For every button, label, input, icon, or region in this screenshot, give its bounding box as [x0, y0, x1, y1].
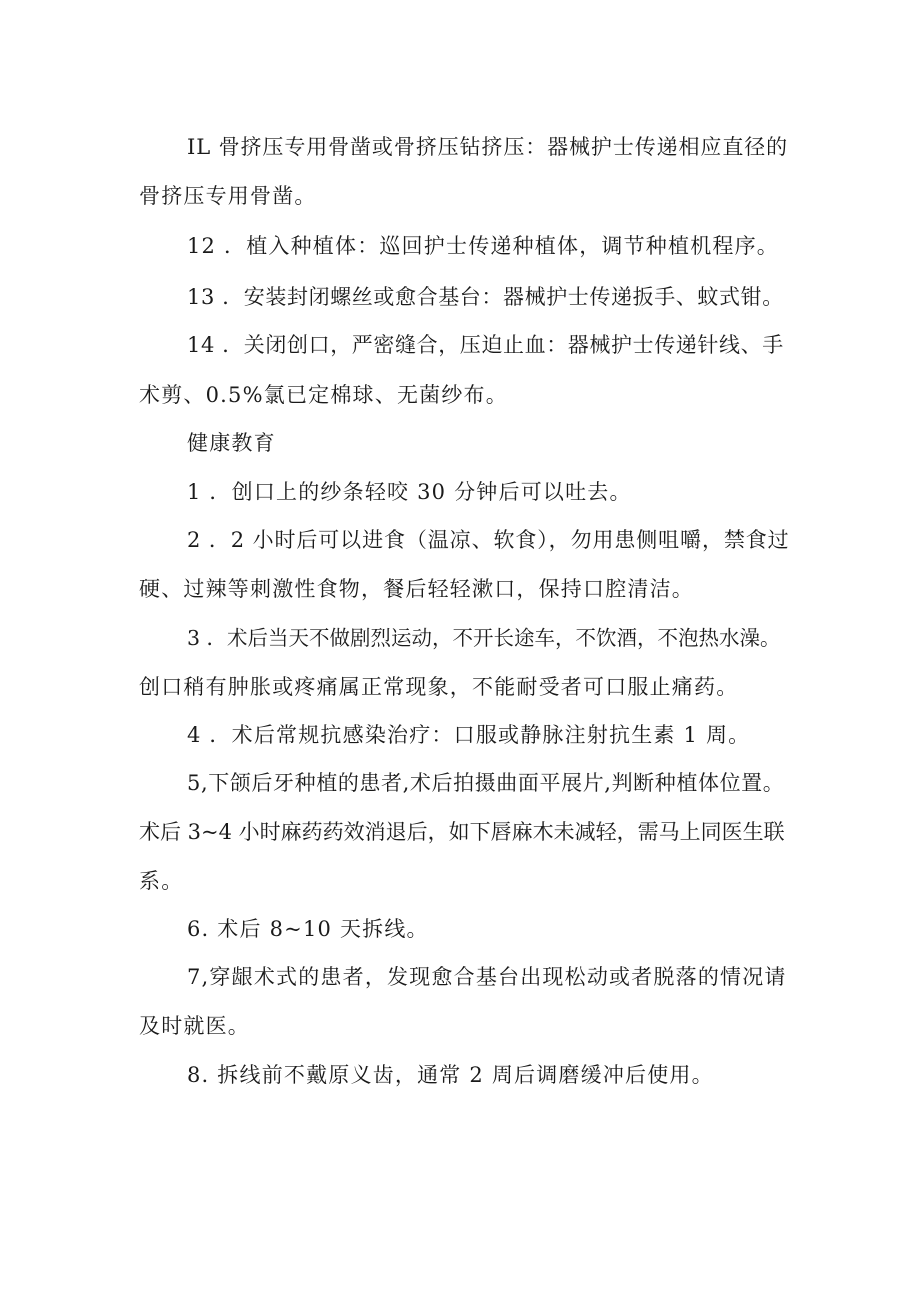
health-item-6: 6. 术后 8~10 天拆线。 [187, 917, 429, 941]
paragraph-14-line-2: 术剪、0.5%氯已定棉球、无菌纱布。 [139, 383, 508, 407]
health-item-8: 8. 拆线前不戴原义齿，通常 2 周后调磨缓冲后使用。 [187, 1063, 714, 1087]
health-item-2-line-2: 硬、过辣等刺激性食物，餐后轻轻漱口，保持口腔清洁。 [139, 577, 694, 601]
health-item-2-line-1: 2 ．2 小时后可以进食（温凉、软食），勿用患侧咀嚼，禁食过 [187, 528, 790, 552]
health-item-7-line-1: 7,穿龈术式的患者，发现愈合基台出现松动或者脱落的情况请 [187, 965, 787, 989]
health-item-5-line-3: 系。 [139, 869, 184, 893]
health-item-5-line-2: 术后 3~4 小时麻药药效消退后，如下唇麻木未减轻，需马上同医生联 [139, 820, 785, 844]
paragraph-11-line-2: 骨挤压专用骨凿。 [139, 184, 317, 208]
health-item-7-line-2: 及时就医。 [139, 1014, 250, 1038]
paragraph-13: 13 ．安装封闭螺丝或愈合基台：器械护士传递扳手、蚊式钳。 [187, 285, 784, 309]
paragraph-11-line-1: IL 骨挤压专用骨凿或骨挤压钻挤压：器械护士传递相应直径的 [187, 135, 789, 159]
health-item-3-line-2: 创口稍有肿胀或疼痛属正常现象，不能耐受者可口服止痛药。 [139, 675, 739, 699]
health-item-1: 1 ．创口上的纱条轻咬 30 分钟后可以吐去。 [187, 480, 632, 504]
health-item-5-line-1: 5,下颌后牙种植的患者,术后拍摄曲面平展片,判断种植体位置。 [187, 771, 785, 795]
paragraph-12: 12 ．植入种植体：巡回护士传递种植体，调节种植机程序。 [187, 234, 779, 258]
health-item-3-line-1: 3 ．术后当天不做剧烈运动，不开长途车，不饮酒，不泡热水澡。 [187, 626, 781, 650]
paragraph-14-line-1: 14 ．关闭创口，严密缝合，压迫止血：器械护士传递针线、手 [187, 333, 784, 357]
health-item-4: 4 ．术后常规抗感染治疗：口服或静脉注射抗生素 1 周。 [187, 723, 751, 747]
section-heading: 健康教育 [187, 431, 276, 455]
